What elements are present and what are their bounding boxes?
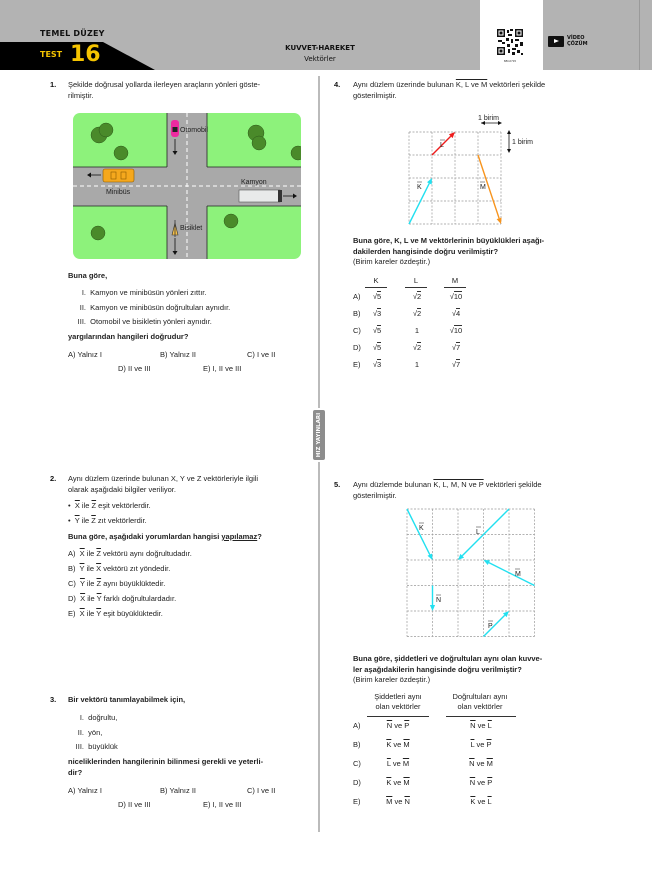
- statement-text: Kamyon ve minibüsün doğrultuları aynıdır.: [90, 303, 231, 312]
- question-2-prompt: [68, 532, 262, 541]
- vector-symbol: $\overline{K}$: [386, 740, 392, 749]
- solution-label: ÇÖZÜM: [567, 41, 588, 47]
- statement-text: Otomobil ve bisikletin yönleri aynıdır.: [90, 317, 212, 326]
- vector-symbol: $\overline{Z}$: [96, 549, 101, 558]
- qr-code-icon[interactable]: [496, 28, 524, 56]
- table-cell: [445, 326, 467, 335]
- table-cell-magnitude: [367, 740, 429, 749]
- text: Buna göre, aşağıdaki yorumlardan hangisi: [68, 532, 222, 541]
- question-1-prompt: yargılarından hangileri doğrudur?: [68, 332, 189, 341]
- vector-symbols: K, L, M, N ve P: [433, 480, 484, 489]
- qr-code-id: 88C2715: [503, 59, 517, 63]
- vector-shaft: [462, 509, 509, 556]
- vector-symbol: $\overline{Y}$: [96, 594, 102, 603]
- table-header: K: [373, 276, 379, 285]
- answer-option-letter[interactable]: E): [353, 360, 361, 369]
- table-header-rule: [405, 287, 427, 288]
- answer-option-letter[interactable]: A): [353, 292, 361, 301]
- header-line: Şiddetleri aynı: [374, 692, 422, 701]
- text: Aynı düzlemde bulunan: [353, 480, 434, 489]
- vector-symbol: $\overline{N}$: [470, 721, 476, 730]
- sqrt-icon: √: [412, 343, 417, 352]
- vector-symbol: $\overline{P}$: [487, 778, 493, 787]
- vector-symbol: $\overline{X}$: [74, 501, 80, 510]
- vector-symbol: $\overline{K}$: [386, 778, 392, 787]
- answer-option-letter[interactable]: E): [353, 797, 361, 806]
- text: ve: [391, 778, 404, 787]
- intersection-figure: [73, 113, 301, 259]
- unit-vertical-label: 1 birim: [512, 139, 534, 146]
- unit-horizontal-indicator: [478, 115, 502, 125]
- table-header-magnitude: [367, 692, 429, 712]
- unit-vertical-indicator: [507, 130, 533, 153]
- vector-symbol: $\overline{X}$: [79, 609, 85, 618]
- text: Aynı düzlem üzerinde bulunan: [353, 80, 456, 89]
- vector-symbol: $\overline{M}$: [403, 740, 410, 749]
- difficulty-level: TEMEL DÜZEY: [40, 29, 105, 38]
- header-line: olan vektörler: [457, 702, 503, 711]
- option-text: farklı doğrultulardadır.: [101, 594, 177, 603]
- vector-symbol: $\overline{M}$: [386, 797, 393, 806]
- option-text: vektörü aynı doğrultudadır.: [100, 549, 192, 558]
- radicand: 5: [376, 326, 382, 335]
- text: ve: [392, 797, 405, 806]
- question-4-number: 4.: [334, 80, 341, 89]
- test-number: 16: [70, 42, 101, 67]
- statement-text: büyüklük: [88, 742, 118, 751]
- table-cell-magnitude: [367, 778, 429, 787]
- sqrt-icon: √: [372, 343, 377, 352]
- question-3-prompt-line: niceliklerinden hangilerinin bilinmesi gerekli ve yeterli-: [68, 757, 264, 766]
- vector-symbol: $\overline{Z}$: [91, 501, 97, 510]
- header-line: Doğrultuları aynı: [452, 692, 508, 701]
- sqrt-icon: √: [451, 360, 456, 369]
- statement-numeral: I.: [79, 713, 84, 722]
- text: ile: [84, 564, 97, 573]
- answer-option[interactable]: D) II ve III: [118, 800, 151, 809]
- answer-option-letter[interactable]: D): [353, 343, 361, 352]
- vector-label: K: [417, 184, 422, 191]
- question-3-stem: Bir vektörü tanımlayabilmek için,: [68, 695, 186, 704]
- minibus-label: Minibüs: [106, 189, 131, 196]
- answer-option[interactable]: [68, 594, 176, 603]
- option-letter: E): [68, 609, 80, 618]
- statement: [72, 728, 102, 737]
- truck-label: Kamyon: [241, 179, 267, 186]
- vector-grid-figure-q5: [400, 505, 545, 645]
- option-letter: D): [68, 594, 81, 603]
- table-cell: [445, 309, 467, 318]
- vector-m: [484, 560, 535, 586]
- table-header-rule: [446, 716, 516, 717]
- vector-symbol: $\overline{L}$: [487, 721, 492, 730]
- arrowhead-icon: [497, 217, 502, 224]
- question-3-prompt: [68, 756, 313, 778]
- text: ile: [84, 549, 97, 558]
- table-cell: [366, 360, 388, 369]
- table-cell: [406, 292, 428, 301]
- question-4-stem-line: gösterilmiştir.: [353, 91, 397, 100]
- table-cell-magnitude: [367, 759, 429, 768]
- statement-text: yön,: [88, 728, 103, 737]
- question-4-stem: [353, 79, 613, 101]
- statement-text: Kamyon ve minibüsün yönleri zıttır.: [90, 288, 207, 297]
- statement: [72, 713, 117, 722]
- vector-symbol: $\overline{L}$: [470, 740, 475, 749]
- vector-symbols: K, L ve M: [455, 80, 488, 89]
- table-cell: 1: [414, 326, 420, 335]
- answer-option-letter[interactable]: D): [353, 778, 361, 787]
- sqrt-icon: √: [451, 309, 456, 318]
- vector-label: N: [436, 597, 442, 604]
- sqrt-icon: √: [451, 343, 456, 352]
- text: ?: [257, 532, 262, 541]
- option-text: eşit büyüklüktedir.: [101, 609, 163, 618]
- table-cell: [445, 343, 467, 352]
- video-label: VİDEO: [567, 35, 585, 41]
- vector-symbol: $\overline{X}$: [80, 594, 86, 603]
- vector-k: [409, 178, 432, 224]
- table-cell-magnitude: [367, 797, 429, 806]
- table-header-direction: [444, 692, 516, 712]
- question-5-number: 5.: [334, 480, 341, 489]
- vector-symbol: $\overline{N}$: [404, 797, 410, 806]
- answer-option[interactable]: A) Yalnız I: [68, 786, 102, 795]
- radicand: 10: [453, 292, 463, 301]
- answer-option-letter[interactable]: B): [353, 740, 361, 749]
- vector-symbol: $\overline{K}$: [470, 797, 476, 806]
- vector-p: [484, 611, 510, 637]
- bicycle-label: Bisiklet: [180, 225, 203, 232]
- table-cell: [366, 292, 388, 301]
- text: ile: [79, 501, 92, 510]
- vector-n: [430, 586, 441, 612]
- vector-label: L: [476, 529, 480, 536]
- statement: [70, 317, 212, 326]
- table-cell-direction: [446, 740, 516, 749]
- text: ve: [474, 759, 487, 768]
- table-cell: [366, 309, 388, 318]
- question-4-prompt: [353, 235, 618, 257]
- text: ve: [475, 797, 488, 806]
- text: vektörleri şekilde: [487, 80, 546, 89]
- answer-option[interactable]: A) Yalnız I: [68, 350, 102, 359]
- vector-symbol: $\overline{X}$: [96, 564, 102, 573]
- radicand: 7: [455, 343, 461, 352]
- question-5-stem-line: gösterilmiştir.: [353, 491, 397, 500]
- statement-numeral: III.: [77, 317, 86, 326]
- text: ve: [392, 721, 405, 730]
- answer-option-letter[interactable]: A): [353, 721, 361, 730]
- radicand: 2: [416, 343, 422, 352]
- question-5-prompt-line: ler aşağıdakilerin hangisinde doğru verilmiştir?: [353, 665, 522, 674]
- option-letter: C): [68, 579, 80, 588]
- header-divider: [639, 0, 640, 70]
- answer-option[interactable]: B) Yalnız II: [160, 350, 196, 359]
- sqrt-icon: √: [372, 309, 377, 318]
- vector-symbol: $\overline{P}$: [486, 740, 492, 749]
- radicand: 3: [376, 309, 382, 318]
- answer-option[interactable]: [68, 609, 163, 618]
- table-header-rule: [444, 287, 466, 288]
- publisher-badge: [313, 410, 325, 460]
- option-letter: A): [68, 549, 80, 558]
- vector-label: L: [440, 142, 444, 149]
- sqrt-icon: √: [449, 292, 454, 301]
- table-cell: [366, 326, 388, 335]
- statement: [74, 288, 206, 297]
- question-2-stem: [68, 473, 313, 495]
- vector-symbol: $\overline{Z}$: [96, 579, 102, 588]
- vector-symbol: $\overline{Y}$: [96, 609, 102, 618]
- vector-symbol: $\overline{M}$: [402, 759, 410, 768]
- question-2-stem-line: olarak aşağıdaki bilgiler veriliyor.: [68, 485, 176, 494]
- question-5-stem: [353, 479, 613, 501]
- question-1-number: 1.: [50, 80, 57, 89]
- table-header: M: [451, 276, 459, 285]
- sqrt-icon: √: [412, 309, 417, 318]
- vector-symbol: $\overline{N}$: [469, 778, 476, 787]
- question-5-prompt-line: Buna göre, şiddetleri ve doğrultuları aynı olan kuvve-: [353, 654, 543, 663]
- vector-grid-figure-q4: [400, 110, 550, 230]
- table-header: L: [413, 276, 419, 285]
- vector-symbol: $\overline{Z}$: [91, 516, 96, 525]
- text: ile: [84, 609, 97, 618]
- text: zıt vektörlerdir.: [95, 516, 147, 525]
- sqrt-icon: √: [372, 326, 377, 335]
- question-3-prompt-line: dir?: [68, 768, 83, 777]
- question-1-stem-line: Şekilde doğrusal yollarda ilerleyen araçların yönleri göste-: [68, 80, 261, 89]
- vector-symbol: $\overline{M}$: [486, 759, 493, 768]
- radicand: 7: [455, 360, 461, 369]
- answer-option[interactable]: [68, 549, 192, 558]
- statement: [74, 303, 230, 312]
- radicand: 2: [416, 309, 422, 318]
- text: ve: [390, 759, 403, 768]
- option-letter: B): [68, 564, 80, 573]
- vector-label: M: [515, 571, 521, 578]
- question-4-prompt-line: dakilerden hangisinde doğru verilmiştir?: [353, 247, 499, 256]
- answer-option[interactable]: C) I ve II: [247, 786, 276, 795]
- text: ile: [85, 594, 97, 603]
- vector-symbol: $\overline{Y}$: [74, 516, 80, 525]
- radicand: 5: [376, 343, 382, 352]
- answer-option[interactable]: [68, 564, 170, 573]
- statement-numeral: II.: [77, 728, 84, 737]
- table-cell-direction: [446, 797, 516, 806]
- emphasis: yapılamaz: [221, 532, 258, 541]
- table-cell: [366, 343, 388, 352]
- vector-symbol: $\overline{X}$: [79, 549, 85, 558]
- text: vektörleri şekilde: [483, 480, 542, 489]
- vector-symbol: $\overline{Y}$: [79, 579, 85, 588]
- header-line: olan vektörler: [375, 702, 421, 711]
- option-text: aynı büyüklüktedir.: [101, 579, 166, 588]
- publisher-name: HIZ YAYINLARI: [316, 412, 322, 458]
- question-1-stem: [68, 79, 308, 101]
- car-label: Otomobil: [180, 127, 209, 134]
- vector-symbol: $\overline{L}$: [386, 759, 391, 768]
- bullet-icon: •: [68, 501, 71, 510]
- test-label: TEST: [40, 50, 63, 59]
- vector-shaft: [489, 563, 535, 586]
- question-1-stem-line: rilmiştir.: [68, 91, 94, 100]
- text: ve: [475, 721, 488, 730]
- answer-option-letter[interactable]: B): [353, 309, 361, 318]
- unit-horizontal-label: 1 birim: [478, 115, 500, 122]
- table-cell-magnitude: [367, 721, 429, 730]
- vector-symbol: $\overline{M}$: [403, 778, 410, 787]
- radicand: 10: [453, 326, 463, 335]
- table-cell: 1: [414, 360, 420, 369]
- question-1-lead: Buna göre,: [68, 271, 108, 280]
- statement: [68, 742, 118, 751]
- text: ile: [79, 516, 92, 525]
- column-divider: [318, 76, 320, 408]
- radicand: 4: [455, 309, 461, 318]
- answer-option[interactable]: D) II ve III: [118, 364, 151, 373]
- statement-text: doğrultu,: [88, 713, 118, 722]
- radicand: 5: [376, 292, 382, 301]
- vector-label: P: [488, 623, 493, 630]
- column-divider: [318, 462, 320, 832]
- text: ve: [391, 740, 404, 749]
- bullet-icon: •: [68, 516, 71, 525]
- question-5-prompt: [353, 653, 618, 675]
- answer-option[interactable]: E) I, II ve III: [203, 800, 242, 809]
- table-cell-direction: [446, 778, 516, 787]
- answer-option[interactable]: [68, 579, 165, 588]
- given-fact: [68, 501, 151, 510]
- vector-symbol: $\overline{P}$: [404, 721, 410, 730]
- question-4-note: (Birim kareler özdeştir.): [353, 257, 431, 266]
- vector-symbol: $\overline{N}$: [386, 721, 393, 730]
- table-cell: [406, 309, 428, 318]
- vector-shaft: [484, 615, 505, 636]
- radicand: 3: [376, 360, 382, 369]
- answer-option[interactable]: E) I, II ve III: [203, 364, 242, 373]
- answer-option[interactable]: B) Yalnız II: [160, 786, 196, 795]
- question-5-note: (Birim kareler özdeştir.): [353, 675, 431, 684]
- table-cell-direction: [446, 721, 516, 730]
- answer-option-letter[interactable]: C): [353, 326, 361, 335]
- table-header-rule: [367, 716, 429, 717]
- vector-symbol: $\overline{Y}$: [79, 564, 85, 573]
- text: ile: [84, 579, 97, 588]
- given-fact: [68, 516, 147, 525]
- topic-title: KUVVET-HAREKET: [285, 44, 355, 52]
- video-play-icon[interactable]: [548, 36, 564, 47]
- text: eşit vektörlerdir.: [96, 501, 151, 510]
- table-header-rule: [365, 287, 387, 288]
- arrowhead-icon: [430, 605, 435, 611]
- vector-m: [478, 155, 502, 224]
- question-3-number: 3.: [50, 695, 57, 704]
- vector-symbol: $\overline{L}$: [487, 797, 492, 806]
- table-cell: [445, 292, 467, 301]
- answer-option-letter[interactable]: C): [353, 759, 361, 768]
- vector-label: M: [480, 184, 486, 191]
- subtopic-title: Vektörler: [304, 55, 336, 63]
- statement-numeral: III.: [75, 742, 84, 751]
- question-2-number: 2.: [50, 474, 57, 483]
- sqrt-icon: √: [412, 292, 417, 301]
- sqrt-icon: √: [449, 326, 454, 335]
- radicand: 2: [416, 292, 422, 301]
- sqrt-icon: √: [372, 360, 377, 369]
- statement-numeral: II.: [79, 303, 86, 312]
- table-cell: [406, 343, 428, 352]
- vector-symbol: $\overline{N}$: [469, 759, 475, 768]
- vector-label: K: [419, 525, 424, 532]
- video-solution-link[interactable]: [567, 35, 588, 47]
- table-cell: [445, 360, 467, 369]
- option-text: vektörü zıt yöndedir.: [101, 564, 171, 573]
- question-4-prompt-line: Buna göre, K, L ve M vektörlerinin büyüklükleri aşağı-: [353, 236, 545, 245]
- table-cell-direction: [446, 759, 516, 768]
- text: ve: [475, 778, 488, 787]
- question-2-stem-line: Aynı düzlem üzerinde bulunan X, Y ve Z vektörleriyle ilgili: [68, 474, 259, 483]
- sqrt-icon: √: [372, 292, 377, 301]
- vector-l: [432, 132, 455, 155]
- statement-numeral: I.: [81, 288, 86, 297]
- answer-option[interactable]: C) I ve II: [247, 350, 276, 359]
- text: ve: [474, 740, 487, 749]
